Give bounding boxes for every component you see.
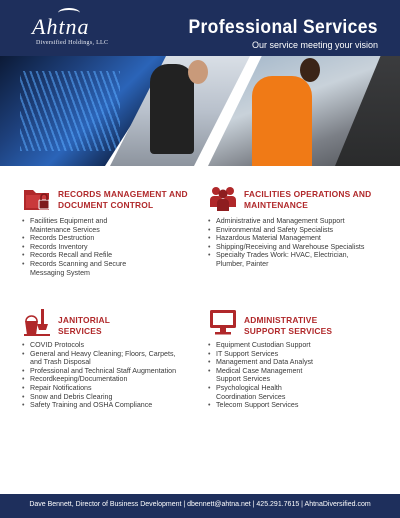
section-title-line1: FACILITIES OPERATIONS AND: [244, 189, 372, 199]
list-item: • Facilities Equipment and: [22, 217, 207, 226]
header-banner: [0, 0, 400, 56]
section-title: [58, 315, 110, 337]
service-list: [208, 217, 393, 269]
page-title: Professional Services: [188, 17, 378, 38]
list-item: • Snow and Debris Clearing: [22, 393, 207, 402]
section-title-line2: SERVICES: [58, 326, 102, 336]
list-item: • Records Recall and Refile: [22, 251, 207, 260]
section-records-management: [22, 183, 207, 277]
section-administrative-support: [208, 307, 393, 410]
list-item: • Management and Data Analyst: [208, 358, 393, 367]
section-title-line1: RECORDS MANAGEMENT AND: [58, 189, 188, 199]
cables-graphic: [20, 71, 120, 151]
list-item: • Records Destruction: [22, 234, 207, 243]
list-item-continuation: Support Services: [216, 375, 271, 384]
section-title-line2: DOCUMENT CONTROL: [58, 200, 154, 210]
list-item: • Professional and Technical Staff Augmentation: [22, 367, 207, 376]
list-item: • Records Inventory: [22, 243, 207, 252]
list-item: • Administrative and Management Support: [208, 217, 393, 226]
list-item: • Repair Notifications: [22, 384, 207, 393]
technician-figure: [150, 64, 194, 154]
technician-head: [188, 60, 208, 84]
section-header: [208, 183, 393, 217]
section-header: [208, 307, 393, 341]
list-item-continuation: Plumber, Painter: [216, 259, 269, 268]
list-item: • COVID Protocols: [22, 341, 207, 350]
list-item: • IT Support Services: [208, 350, 393, 359]
list-item: • Telecom Support Services: [208, 401, 393, 410]
list-item: • Shipping/Receiving and Warehouse Specialists: [208, 243, 393, 252]
service-list: [22, 341, 207, 410]
list-item: • General and Heavy Cleaning; Floors, Carpets,: [22, 350, 207, 359]
safety-vest-figure: [252, 76, 312, 166]
list-item-continuation: Messaging System: [30, 268, 90, 277]
photo-collage: [0, 56, 400, 166]
list-item-continuation: Coordination Services: [216, 392, 286, 401]
section-title-line1: JANITORIAL: [58, 315, 111, 325]
list-item: • Specialty Trades Work: HVAC, Electrician,: [208, 251, 393, 260]
list-item: • Medical Case Management: [208, 367, 393, 376]
section-header: [22, 307, 207, 341]
page-tagline: Our service meeting your vision: [251, 40, 378, 50]
computer-monitor-icon: [208, 307, 238, 337]
footer-bar: [0, 494, 400, 518]
list-item: • Equipment Custodian Support: [208, 341, 393, 350]
safety-worker-head: [300, 58, 320, 82]
footer-contact: Dave Bennett, Director of Business Development | dbennett@ahtna.net | 425.291.7615 | AhtnaDiversified.com: [29, 501, 371, 508]
list-item: • Records Scanning and Secure: [22, 260, 207, 269]
section-janitorial: [22, 307, 207, 410]
section-title: [244, 189, 371, 211]
list-item-continuation: and Trash Disposal: [30, 358, 91, 367]
section-facilities-operations: [208, 183, 393, 269]
list-item: • Hazardous Material Management: [208, 234, 393, 243]
service-list: [208, 341, 393, 410]
section-header: [22, 183, 207, 217]
service-list: [22, 217, 207, 277]
list-item: • Recordkeeping/Documentation: [22, 375, 207, 384]
section-title-line2: SUPPORT SERVICES: [244, 326, 333, 336]
folder-lock-icon: [22, 183, 52, 213]
people-group-icon: [208, 183, 238, 213]
list-item: • Psychological Health: [208, 384, 393, 393]
list-item-continuation: Maintenance Services: [30, 225, 100, 234]
section-title: [58, 189, 188, 211]
company-logo-subtitle: Diversified Holdings, LLC: [36, 40, 109, 46]
list-item: • Safety Training and OSHA Compliance: [22, 401, 207, 410]
list-item: • Environmental and Safety Specialists: [208, 226, 393, 235]
section-title-line1: ADMINISTRATIVE: [244, 315, 318, 325]
section-title-line2: MAINTENANCE: [244, 200, 309, 210]
section-title: [244, 315, 332, 337]
company-logo: Ahtna: [32, 14, 90, 39]
cleaning-bucket-icon: [22, 307, 52, 337]
